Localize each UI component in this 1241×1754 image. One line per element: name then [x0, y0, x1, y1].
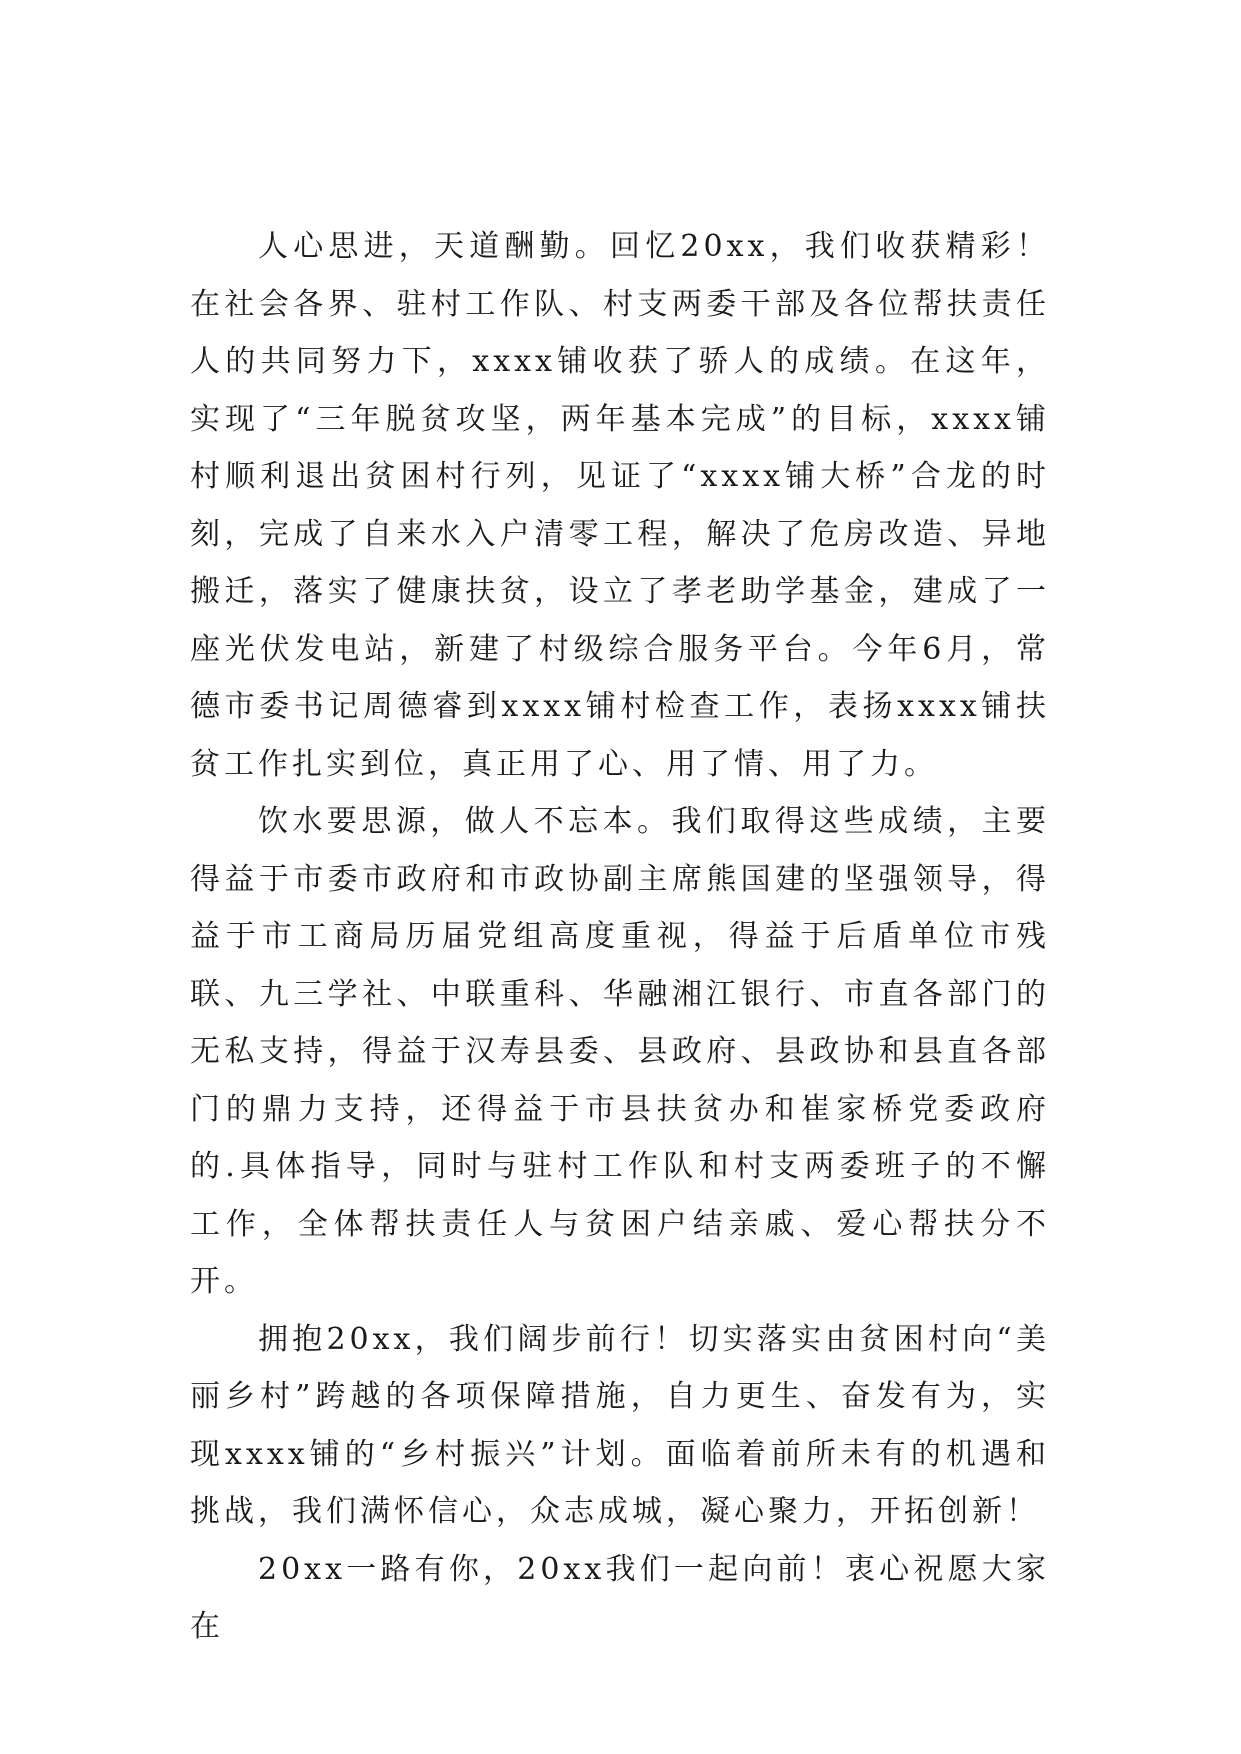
document-body	[190, 218, 1050, 1656]
paragraph-closing: 20xx一路有你，20xx我们一起向前！衷心祝愿大家在	[190, 1551, 1050, 1644]
paragraph-gratitude: 饮水要思源，做人不忘本。我们取得这些成绩，主要得益于市委市政府和市政协副主席熊国建的坚强领导，得益于市工商局历届党组高度重视，得益于后盾单位市残联、九三学社、中联重科、华融湘江银行、市直各部门的无私支持，得益于汉寿县委、县政府、县政协和县直各部门的鼎力支持，还得益于市县扶贫办和崔家桥党委政府的.具体指导，同时与驻村工作队和村支两委班子的不懈工作，全体帮扶责任人与贫困户结亲戚、爱心帮扶分不开。	[190, 804, 1050, 1299]
paragraph-outlook: 拥抱20xx，我们阔步前行！切实落实由贫困村向“美丽乡村”跨越的各项保障措施，自力更生、奋发有为，实现xxxx铺的“乡村振兴”计划。面临着前所未有的机遇和挑战，我们满怀信心，众志成城，凝心聚力，开拓创新！	[190, 1321, 1050, 1529]
paragraph-achievements: 人心思进，天道酬勤。回忆20xx，我们收获精彩！在社会各界、驻村工作队、村支两委干部及各位帮扶责任人的共同努力下，xxxx铺收获了骄人的成绩。在这年，实现了“三年脱贫攻坚，两年基本完成”的目标，xxxx铺村顺利退出贫困村行列，见证了“xxxx铺大桥”合龙的时刻，完成了自来水入户清零工程，解决了危房改造、异地搬迁，落实了健康扶贫，设立了孝老助学基金，建成了一座光伏发电站，新建了村级综合服务平台。今年6月，常德市委书记周德睿到xxxx铺村检查工作，表扬xxxx铺扶贫工作扎实到位，真正用了心、用了情、用了力。	[190, 229, 1050, 782]
